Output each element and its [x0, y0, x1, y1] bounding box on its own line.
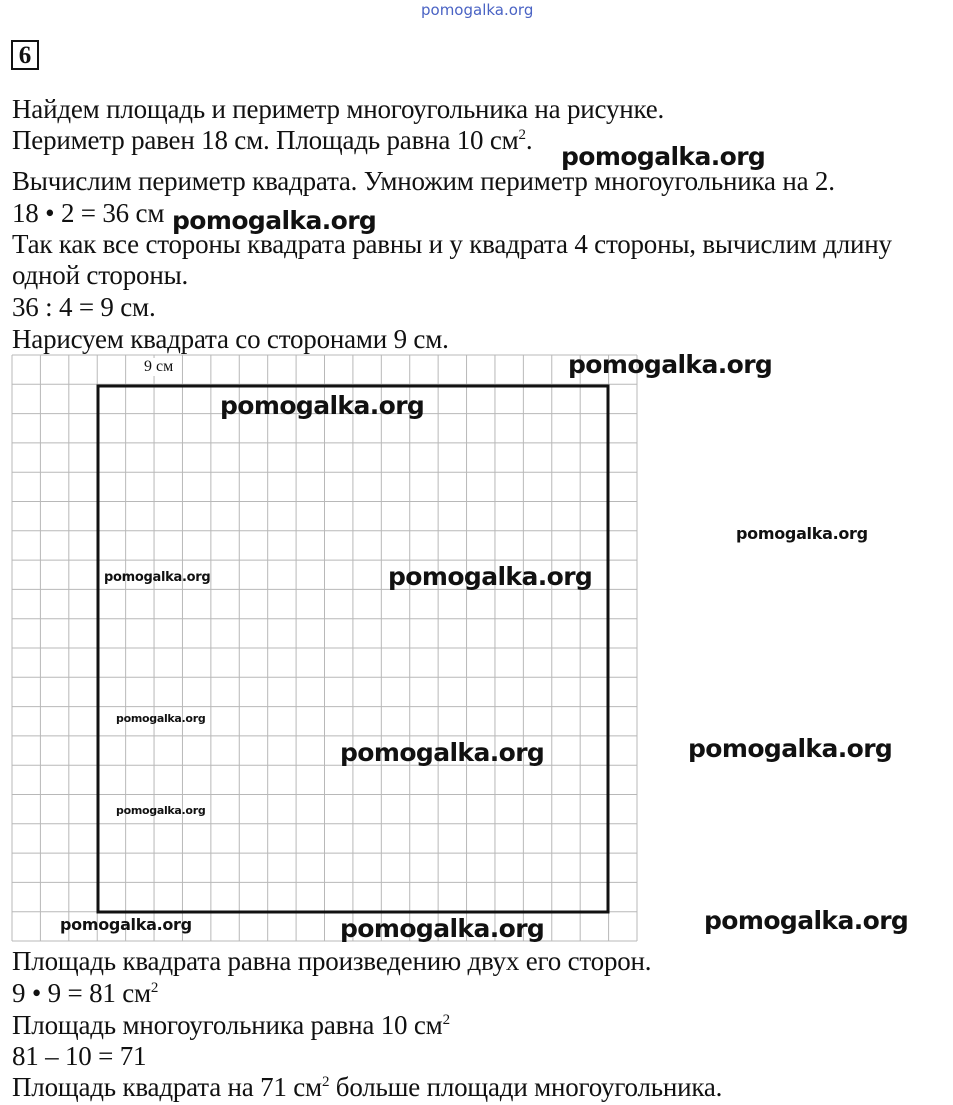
- watermark: pomogalka.org: [60, 915, 192, 934]
- watermark: pomogalka.org: [736, 524, 868, 543]
- text-line-13: Площадь квадрата на 71 $см^2$ больше площади многоугольника.: [12, 1072, 723, 1102]
- watermark: pomogalka.org: [688, 734, 893, 763]
- watermark: pomogalka.org: [340, 738, 545, 767]
- watermark: pomogalka.org: [704, 906, 909, 935]
- text-line-2: Периметр равен 18 см. Площадь равна 10 $см^2$.: [12, 125, 533, 155]
- text-line-5: Так как все стороны квадрата равны и у квадрата 4 стороны, вычислим длину: [12, 229, 892, 259]
- watermark: pomogalka.org: [568, 350, 773, 379]
- watermark: pomogalka.org: [388, 562, 593, 591]
- site-header-link[interactable]: pomogalka.org: [421, 1, 534, 19]
- watermark: pomogalka.org: [172, 206, 377, 235]
- text-line-12: 81 – 10 = 71: [12, 1041, 147, 1071]
- text-line-10: 9 • 9 = 81 $см^2$: [12, 978, 159, 1008]
- text-line-8: Нарисуем квадрата со сторонами 9 см.: [12, 324, 449, 354]
- watermark: pomogalka.org: [104, 570, 211, 585]
- text-line-3: Вычислим периметр квадрата. Умножим периметр многоугольника на 2.: [12, 166, 835, 196]
- watermark: pomogalka.org: [220, 391, 425, 420]
- watermark: pomogalka.org: [116, 712, 206, 725]
- watermark: pomogalka.org: [561, 142, 766, 171]
- text-line-6: одной стороны.: [12, 260, 189, 290]
- text-line-1: Найдем площадь и периметр многоугольника на рисунке.: [12, 94, 665, 124]
- watermark: pomogalka.org: [340, 914, 545, 943]
- text-line-4: 18 • 2 = 36 см: [12, 198, 165, 228]
- text-line-9: Площадь квадрата равна произведению двух его сторон.: [12, 946, 652, 976]
- side-length-label: 9 см: [144, 358, 174, 375]
- watermark: pomogalka.org: [116, 804, 206, 817]
- grid-lines: [12, 355, 637, 941]
- text-line-11: Площадь многоугольника равна 10 $см^2$: [12, 1010, 450, 1040]
- task-number-box: 6: [11, 40, 39, 70]
- text-line-7: 36 : 4 = 9 см.: [12, 292, 156, 322]
